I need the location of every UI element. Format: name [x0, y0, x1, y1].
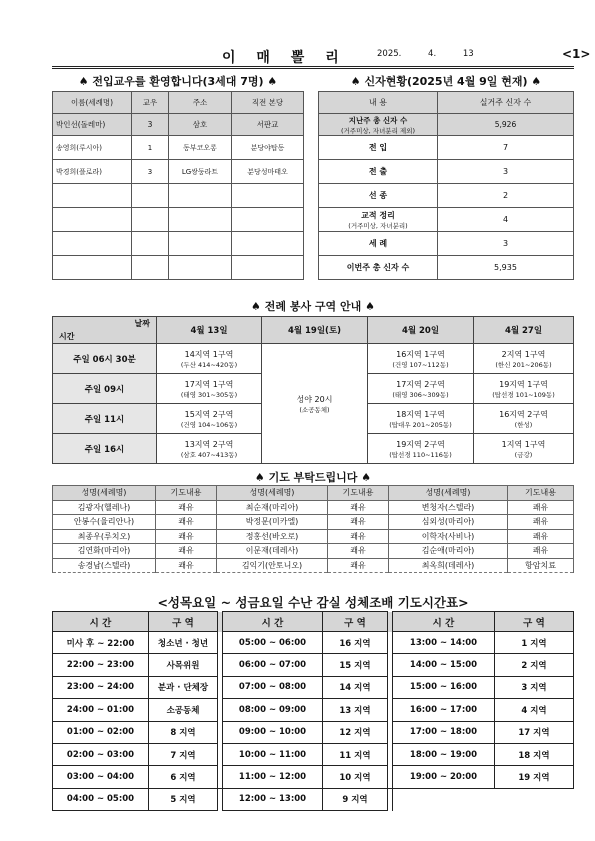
status-row	[319, 208, 574, 232]
welcome-name	[53, 232, 132, 256]
service-apr13-area: 17지역 1구역	[184, 379, 234, 389]
welcome-row	[53, 208, 304, 232]
prayer-content: 쾌유	[328, 529, 389, 544]
adoration-time: 24:00 ~ 01:00	[53, 699, 149, 721]
welcome-col-address: 주소	[169, 92, 232, 114]
service-apr13	[157, 434, 262, 464]
status-row	[319, 114, 574, 136]
adoration-area: 9 지역	[323, 788, 388, 810]
prayer-content: 항암치료	[508, 558, 574, 573]
adoration-time: 14:00 ~ 15:00	[393, 654, 495, 676]
status-label-cell	[319, 114, 438, 136]
status-label-cell	[319, 136, 438, 160]
welcome-address: 동부코오롱	[169, 136, 232, 160]
adoration-area: 3 지역	[495, 676, 574, 698]
service-apr27	[474, 434, 574, 464]
adoration-row	[53, 699, 574, 721]
service-apr27	[474, 404, 574, 434]
welcome-name	[53, 184, 132, 208]
adoration-area: 10 지역	[323, 766, 388, 788]
adoration-empty	[393, 788, 574, 810]
welcome-name: 박인선(돌레마)	[53, 114, 132, 136]
welcome-count: 1	[132, 136, 169, 160]
adoration-area: 13 지역	[323, 699, 388, 721]
welcome-count: 3	[132, 114, 169, 136]
adoration-area: 17 지역	[495, 721, 574, 743]
status-value: 3	[438, 232, 574, 256]
status-label: 전 출	[368, 167, 388, 176]
adoration-area: 18 지역	[495, 743, 574, 765]
adoration-time: 01:00 ~ 02:00	[53, 721, 149, 743]
status-section-title: ♠ 신자현황(2025년 4월 9일 현재) ♠	[350, 75, 542, 88]
service-apr27	[474, 344, 574, 374]
adoration-time: 15:00 ~ 16:00	[393, 676, 495, 698]
adoration-time: 06:00 ~ 07:00	[223, 654, 323, 676]
newsletter-title: 이 매 뽈 리	[222, 50, 347, 66]
status-row	[319, 160, 574, 184]
prayer-section-title: ♠ 기도 부탁드립니다 ♠	[254, 471, 372, 484]
adoration-time: 22:00 ~ 23:00	[53, 654, 149, 676]
adoration-time: 08:00 ~ 09:00	[223, 699, 323, 721]
prayer-name: 변청자(스텔라)	[389, 500, 508, 515]
service-apr20-area: 17지역 2구역	[396, 379, 445, 389]
adoration-time: 10:00 ~ 11:00	[223, 743, 323, 765]
welcome-name	[53, 208, 132, 232]
service-time: 주일 09시	[53, 374, 157, 404]
adoration-time: 11:00 ~ 12:00	[223, 766, 323, 788]
service-apr27-buildings: (한신 201~206동)	[495, 360, 552, 369]
status-value: 5,926	[438, 114, 574, 136]
issue-date: 2025. 4. 13	[377, 49, 474, 59]
service-apr27-area: 16지역 2구역	[499, 409, 548, 419]
welcome-row	[53, 114, 304, 136]
service-apr20-buildings: (탑대우 201~205동)	[389, 420, 452, 429]
welcome-row	[53, 160, 304, 184]
adoration-time: 04:00 ~ 05:00	[53, 788, 149, 810]
adoration-area: 분과 · 단체장	[149, 676, 218, 698]
adoration-area: 4 지역	[495, 699, 574, 721]
status-label: 세 례	[368, 239, 388, 248]
prayer-row	[53, 544, 574, 559]
welcome-address	[169, 184, 232, 208]
prayer-name: 이학자(사비나)	[389, 529, 508, 544]
prayer-name: 김익기(안토니오)	[217, 558, 328, 573]
adoration-time: 02:00 ~ 03:00	[53, 743, 149, 765]
status-label-cell	[319, 256, 438, 280]
status-label: 선 종	[368, 191, 388, 200]
prayer-header-row	[53, 486, 574, 501]
adoration-area: 사목위원	[149, 654, 218, 676]
prayer-name: 최종우(루치오)	[53, 529, 156, 544]
prayer-row	[53, 558, 574, 573]
prayer-name: 김광자(헬레나)	[53, 500, 156, 515]
adoration-col-area-1: 구 역	[149, 612, 218, 632]
prayer-content: 쾌유	[156, 515, 217, 530]
prayer-name: 심외성(마리아)	[389, 515, 508, 530]
status-row	[319, 232, 574, 256]
prayer-name: 김연화(마리아)	[53, 544, 156, 559]
service-apr27-area: 1지역 1구역	[501, 439, 546, 449]
service-apr20	[368, 344, 474, 374]
prayer-name: 정홍선(바오로)	[217, 529, 328, 544]
adoration-time: 23:00 ~ 24:00	[53, 676, 149, 698]
status-value: 7	[438, 136, 574, 160]
prayer-col-content-1: 기도내용	[156, 486, 217, 501]
service-apr19	[262, 344, 368, 464]
welcome-parish	[232, 232, 304, 256]
prayer-col-name-1: 성명(세례명)	[53, 486, 156, 501]
prayer-col-name-3: 성명(세례명)	[389, 486, 508, 501]
service-date-1: 4월 13일	[157, 317, 262, 344]
service-table	[52, 316, 574, 464]
welcome-parish: 분당성마태오	[232, 160, 304, 184]
service-apr20-area: 16지역 1구역	[396, 349, 445, 359]
service-apr20	[368, 404, 474, 434]
adoration-row	[53, 654, 574, 676]
status-label: 전 입	[368, 143, 388, 152]
service-apr19-event: 성야 20시	[296, 394, 333, 404]
corner-date-label: 날짜	[134, 319, 150, 328]
prayer-col-content-2: 기도내용	[328, 486, 389, 501]
prayer-row	[53, 515, 574, 530]
status-row	[319, 136, 574, 160]
adoration-time: 19:00 ~ 20:00	[393, 766, 495, 788]
service-apr13-buildings: (삼호 407~413동)	[180, 450, 238, 459]
prayer-content: 쾌유	[156, 544, 217, 559]
adoration-area: 청소년 · 청년	[149, 632, 218, 654]
prayer-content: 쾌유	[508, 500, 574, 515]
service-apr27-area: 19지역 1구역	[499, 379, 548, 389]
status-label-cell	[319, 232, 438, 256]
service-apr13	[157, 374, 262, 404]
service-apr20-area: 18지역 1구역	[396, 409, 445, 419]
status-label-cell	[319, 208, 438, 232]
service-apr13-buildings: (두산 414~420동)	[180, 360, 238, 369]
service-apr20	[368, 374, 474, 404]
prayer-content: 쾌유	[328, 500, 389, 515]
prayer-content: 쾌유	[156, 500, 217, 515]
welcome-count: 3	[132, 160, 169, 184]
prayer-col-name-2: 성명(세례명)	[217, 486, 328, 501]
adoration-time: 미사 후 ~ 22:00	[53, 632, 149, 654]
welcome-parish	[232, 208, 304, 232]
welcome-count	[132, 184, 169, 208]
welcome-col-name: 이름(세례명)	[53, 92, 132, 114]
prayer-name: 최순재(마리아)	[217, 500, 328, 515]
adoration-area: 6 지역	[149, 766, 218, 788]
prayer-content: 쾌유	[328, 558, 389, 573]
adoration-area: 12 지역	[323, 721, 388, 743]
status-header-row	[319, 92, 574, 114]
service-apr27-buildings: (탑선경 101~109동)	[492, 390, 555, 399]
prayer-name: 안봉수(율리안나)	[53, 515, 156, 530]
adoration-row	[53, 766, 574, 788]
adoration-area: 5 지역	[149, 788, 218, 810]
adoration-col-time-1: 시 간	[53, 612, 149, 632]
status-label-cell	[319, 160, 438, 184]
adoration-col-time-3: 시 간	[393, 612, 495, 632]
adoration-row	[53, 676, 574, 698]
page-number: <1>	[562, 47, 591, 61]
welcome-name: 박경희(플로라)	[53, 160, 132, 184]
service-row	[53, 344, 574, 374]
welcome-address	[169, 208, 232, 232]
welcome-name	[53, 256, 132, 280]
adoration-time: 12:00 ~ 13:00	[223, 788, 323, 810]
prayer-name: 이문재(데레사)	[217, 544, 328, 559]
service-apr27	[474, 374, 574, 404]
welcome-parish: 서판교	[232, 114, 304, 136]
welcome-parish: 분당야탑동	[232, 136, 304, 160]
adoration-col-time-2: 시 간	[223, 612, 323, 632]
corner-time-label: 시간	[59, 332, 75, 341]
status-col-content: 내 용	[319, 92, 438, 114]
service-apr27-buildings: (한성)	[514, 420, 533, 429]
prayer-name: 송경남(스텔라)	[53, 558, 156, 573]
service-apr13	[157, 344, 262, 374]
prayer-table	[52, 485, 574, 573]
prayer-content: 쾌유	[156, 529, 217, 544]
welcome-parish	[232, 184, 304, 208]
welcome-row	[53, 256, 304, 280]
status-sublabel: (거주미상, 자녀분리)	[348, 221, 408, 230]
adoration-time: 17:00 ~ 18:00	[393, 721, 495, 743]
adoration-col-area-2: 구 역	[323, 612, 388, 632]
newsletter-header	[52, 42, 591, 69]
prayer-content: 쾌유	[508, 529, 574, 544]
adoration-area: 19 지역	[495, 766, 574, 788]
service-header-row	[53, 317, 574, 344]
adoration-area: 14 지역	[323, 676, 388, 698]
prayer-name: 박정문(미카엘)	[217, 515, 328, 530]
service-date-4: 4월 27일	[474, 317, 574, 344]
adoration-area: 16 지역	[323, 632, 388, 654]
service-time: 주일 06시 30분	[53, 344, 157, 374]
status-row	[319, 256, 574, 280]
service-apr20	[368, 434, 474, 464]
service-apr13-buildings: (건영 104~106동)	[180, 420, 238, 429]
service-apr20-buildings: (태영 306~309동)	[392, 390, 449, 399]
service-apr13	[157, 404, 262, 434]
bottom-divider	[52, 788, 574, 789]
adoration-area: 8 지역	[149, 721, 218, 743]
service-apr20-area: 19지역 2구역	[396, 439, 445, 449]
service-apr20-buildings: (탑선경 110~116동)	[389, 450, 452, 459]
adoration-time: 05:00 ~ 06:00	[223, 632, 323, 654]
service-date-3: 4월 20일	[368, 317, 474, 344]
welcome-name: 송영희(루시아)	[53, 136, 132, 160]
status-label: 교적 정리	[361, 210, 395, 220]
adoration-header-row	[53, 612, 574, 632]
service-corner-cell	[53, 317, 157, 344]
adoration-col-area-3: 구 역	[495, 612, 574, 632]
service-time: 주일 11시	[53, 404, 157, 434]
service-section-title: ♠ 전례 봉사 구역 안내 ♠	[251, 300, 375, 313]
welcome-col-count: 교우	[132, 92, 169, 114]
welcome-col-parish: 직전 본당	[232, 92, 304, 114]
status-col-count: 실거주 신자 수	[438, 92, 574, 114]
service-time: 주일 16시	[53, 434, 157, 464]
adoration-row	[53, 632, 574, 654]
prayer-content: 쾌유	[508, 515, 574, 530]
status-label: 지난주 총 신자 수	[348, 115, 408, 125]
status-row	[319, 184, 574, 208]
welcome-row	[53, 232, 304, 256]
service-date-2: 4월 19일(토)	[262, 317, 368, 344]
welcome-address: LG쌍둥라트	[169, 160, 232, 184]
prayer-name: 김순애(마리아)	[389, 544, 508, 559]
prayer-row	[53, 529, 574, 544]
service-apr13-area: 13지역 2구역	[184, 439, 234, 449]
welcome-row	[53, 136, 304, 160]
welcome-count	[132, 256, 169, 280]
status-sublabel: (거주미상, 자녀분리 제외)	[340, 126, 416, 135]
prayer-name: 최옥희(데레사)	[389, 558, 508, 573]
adoration-area: 7 지역	[149, 743, 218, 765]
status-value: 4	[438, 208, 574, 232]
welcome-parish	[232, 256, 304, 280]
welcome-row	[53, 184, 304, 208]
adoration-area: 1 지역	[495, 632, 574, 654]
service-apr13-area: 14지역 1구역	[184, 349, 234, 359]
adoration-time: 09:00 ~ 10:00	[223, 721, 323, 743]
adoration-time: 13:00 ~ 14:00	[393, 632, 495, 654]
adoration-time: 07:00 ~ 08:00	[223, 676, 323, 698]
welcome-count	[132, 208, 169, 232]
adoration-area: 소공동체	[149, 699, 218, 721]
service-apr13-buildings: (태영 301~305동)	[180, 390, 238, 399]
status-label: 이번주 총 신자 수	[346, 263, 410, 272]
status-value: 2	[438, 184, 574, 208]
adoration-time: 03:00 ~ 04:00	[53, 766, 149, 788]
adoration-time: 16:00 ~ 17:00	[393, 699, 495, 721]
service-apr13-area: 15지역 2구역	[184, 409, 234, 419]
welcome-table	[52, 91, 304, 280]
adoration-time: 18:00 ~ 19:00	[393, 743, 495, 765]
prayer-content: 쾌유	[328, 544, 389, 559]
service-apr27-area: 2지역 1구역	[501, 349, 546, 359]
service-apr20-buildings: (건영 107~112동)	[392, 360, 449, 369]
welcome-header-row	[53, 92, 304, 114]
status-label-cell	[319, 184, 438, 208]
welcome-section-title: ♠ 전입교우를 환영합니다(3세대 7명) ♠	[78, 75, 278, 88]
adoration-section-title: <성목요일 ~ 성금요일 수난 감실 성체조배 기도시간표>	[157, 595, 469, 610]
prayer-row	[53, 500, 574, 515]
adoration-area: 11 지역	[323, 743, 388, 765]
status-value: 5,935	[438, 256, 574, 280]
prayer-content: 쾌유	[508, 544, 574, 559]
prayer-content: 쾌유	[328, 515, 389, 530]
welcome-address	[169, 256, 232, 280]
prayer-col-content-3: 기도내용	[508, 486, 574, 501]
adoration-row	[53, 743, 574, 765]
prayer-content: 쾌유	[156, 558, 217, 573]
welcome-address	[169, 232, 232, 256]
service-apr27-buildings: (금강)	[514, 450, 533, 459]
adoration-area: 2 지역	[495, 654, 574, 676]
welcome-address: 삼호	[169, 114, 232, 136]
status-table	[318, 91, 574, 280]
adoration-table	[52, 611, 574, 811]
adoration-row	[53, 788, 574, 810]
status-value: 3	[438, 160, 574, 184]
service-apr19-group: (소공동체)	[299, 405, 330, 414]
adoration-area: 15 지역	[323, 654, 388, 676]
welcome-count	[132, 232, 169, 256]
adoration-row	[53, 721, 574, 743]
